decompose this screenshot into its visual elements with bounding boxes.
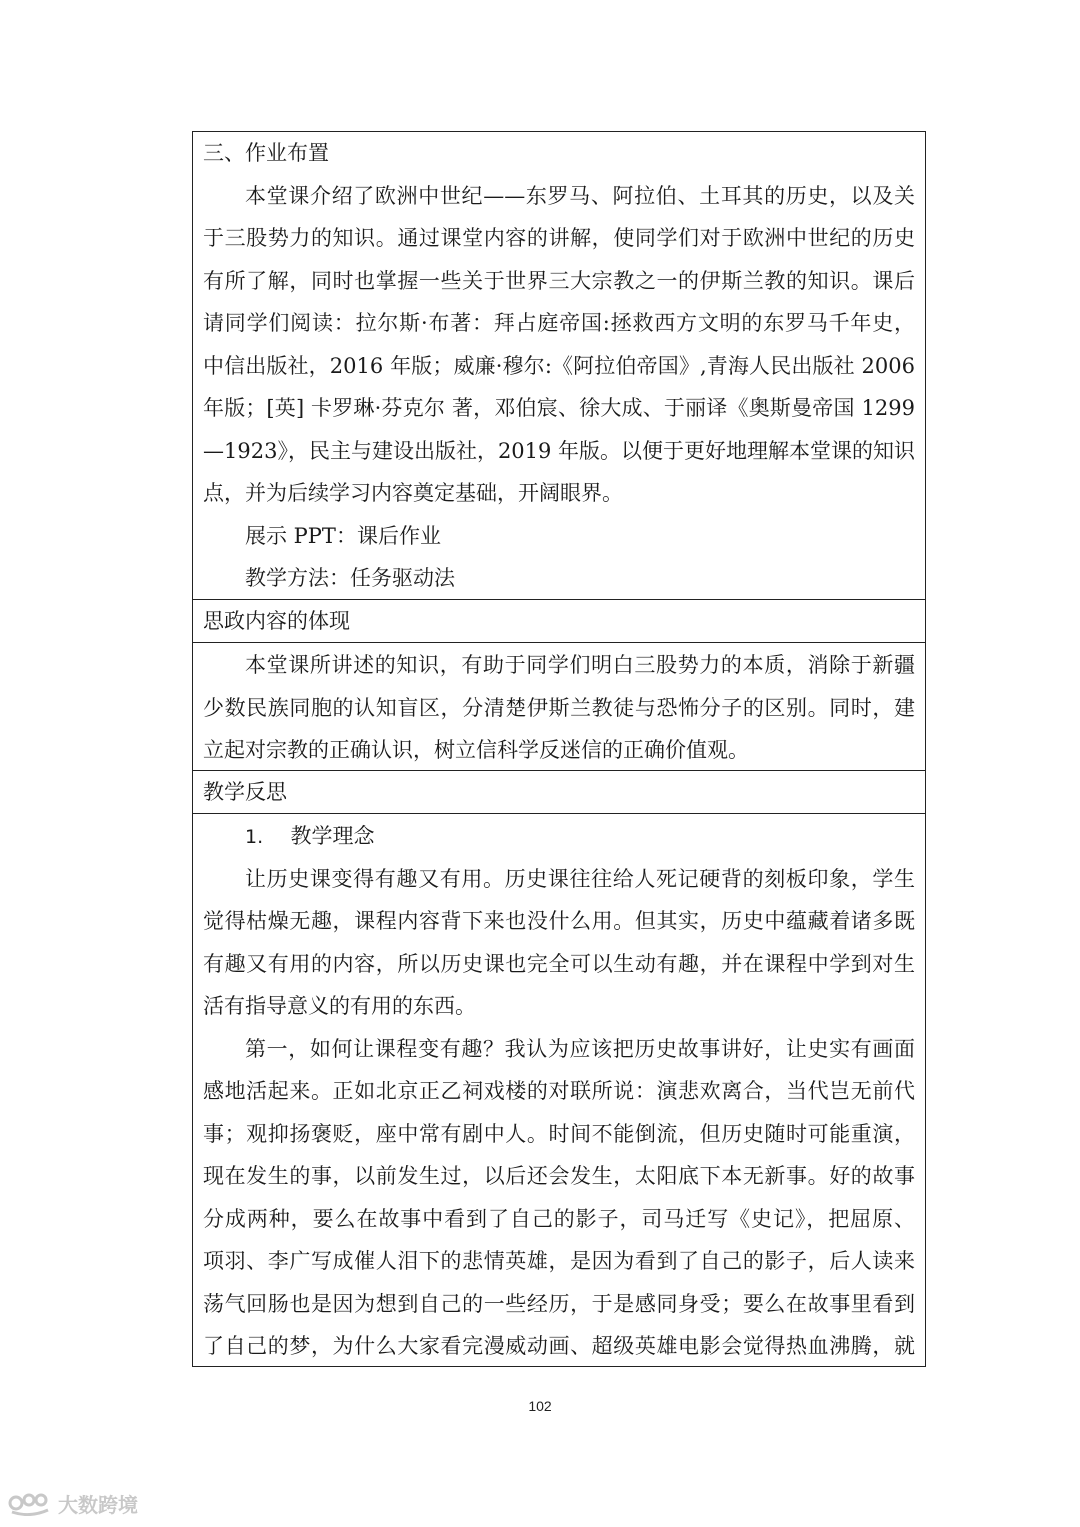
reflection-line: 觉得枯燥无趣，课程内容背下来也没什么用。但其实，历史中蕴藏着诸多既 [203,909,915,933]
homework-line: 请同学们阅读：拉尔斯·布著：拜占庭帝国:拯救西方文明的东罗马千年史， [203,311,915,335]
reflection-line: 荡气回肠也是因为想到自己的一些经历，于是感同身受；要么在故事里看到 [203,1291,915,1316]
homework-line: 于三股势力的知识。通过课堂内容的讲解，使同学们对于欧洲中世纪的历史 [203,226,915,250]
reflection-item-title: 教学理念 [290,824,375,848]
reflection-line: 第一，如何让课程变有趣？我认为应该把历史故事讲好，让史实有画面 [245,1036,915,1061]
homework-heading: 三、作业布置 [203,141,329,165]
reflection-line: 活有指导意义的有用的东西。 [203,994,476,1018]
homework-cell [193,132,925,600]
reflection-line: 感地活起来。正如北京正乙祠戏楼的对联所说：演悲欢离合，当代岂无前代 [203,1079,915,1103]
ideology-heading: 思政内容的体现 [203,609,350,633]
reflection-heading-cell [193,771,925,814]
reflection-item-number: 1. [245,826,264,848]
reflection-line: 项羽、李广写成催人泪下的悲情英雄，是因为看到了自己的影子，后人读来 [203,1249,915,1273]
reflection-line: 了自己的梦，为什么大家看完漫威动画、超级英雄电影会觉得热血沸腾，就 [203,1334,915,1358]
reflection-heading: 教学反思 [203,780,287,804]
reflection-line: 事；观抑扬褒贬，座中常有剧中人。时间不能倒流，但历史随时可能重演， [203,1121,915,1146]
ideology-line: 本堂课所讲述的知识，有助于同学们明白三股势力的本质，消除于新疆 [245,653,915,677]
reflection-item [203,815,915,858]
homework-ppt: 展示 PPT：课后作业 [245,523,441,548]
lesson-plan-table [192,131,926,1367]
homework-line: 本堂课介绍了欧洲中世纪——东罗马、阿拉伯、土耳其的历史，以及关 [245,183,915,208]
reflection-content-cell [193,815,925,1368]
row-divider [193,642,925,643]
homework-line: 年版；[英] 卡罗琳·芬克尔 著，邓伯宸、徐大成、于丽译《奥斯曼帝国 1299 [203,396,915,420]
watermark-logo-icon [8,1490,52,1516]
homework-line: 中信出版社，2016 年版；威廉·穆尔:《阿拉伯帝国》,青海人民出版社 2006 [203,353,915,378]
row-divider [193,813,925,814]
ideology-line: 少数民族同胞的认知盲区，分清楚伊斯兰教徒与恐怖分子的区别。同时，建 [203,695,915,720]
ideology-line: 立起对宗教的正确认识，树立信科学反迷信的正确价值观。 [203,738,749,762]
ideology-content-cell [193,644,925,772]
watermark [8,1488,138,1518]
homework-line: 有所了解，同时也掌握一些关于世界三大宗教之一的伊斯兰教的知识。课后 [203,268,915,293]
homework-method: 教学方法：任务驱动法 [245,566,455,590]
reflection-line: 现在发生的事，以前发生过，以后还会发生，太阳底下本无新事。好的故事 [203,1164,915,1188]
homework-line: 点，并为后续学习内容奠定基础，开阔眼界。 [203,481,623,505]
reflection-line: 让历史课变得有趣又有用。历史课往往给人死记硬背的刻板印象，学生 [245,866,915,891]
page-number: 102 [528,1398,552,1414]
reflection-line: 有趣又有用的内容，所以历史课也完全可以生动有趣，并在课程中学到对生 [203,951,915,976]
homework-line: —1923》，民主与建设出版社，2019 年版。以便于更好地理解本堂课的知识 [203,438,915,463]
reflection-line: 分成两种，要么在故事中看到了自己的影子，司马迁写《史记》，把屈原、 [203,1206,915,1231]
watermark-text: 大数跨境 [58,1492,138,1517]
ideology-heading-cell [193,600,925,643]
